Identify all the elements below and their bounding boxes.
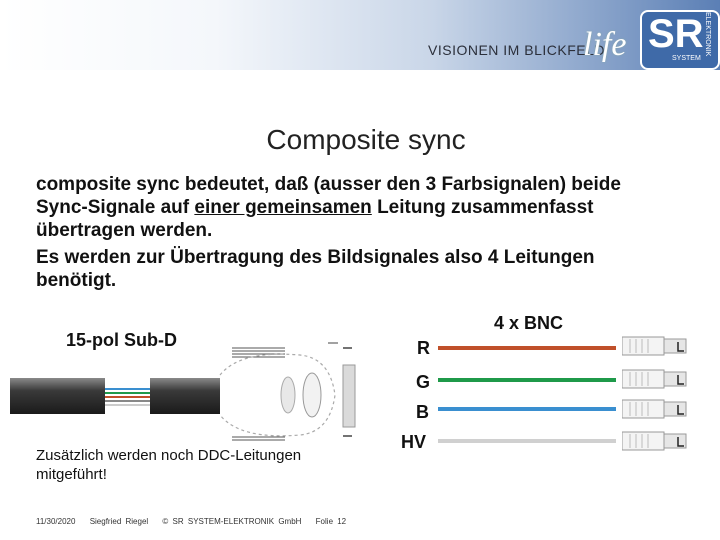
- slide-body: [36, 173, 676, 296]
- logo-system-text: SYSTEM: [672, 55, 701, 62]
- header-tagline: VISIONEN IM BLICKFELD: [428, 42, 605, 58]
- slide-title: Composite sync: [266, 124, 466, 155]
- signal-label-hv: HV: [401, 432, 427, 452]
- body-paragraph-2: Es werden zur Übertragung des Bildsignales also 4 Leitungen benötigt.: [36, 247, 595, 291]
- signal-line-g: [438, 378, 616, 382]
- connector-plate: [343, 365, 355, 427]
- connector-label: 15-pol Sub-D: [66, 330, 177, 350]
- signal-label-r: R: [417, 338, 430, 358]
- bnc-label: 4 x BNC: [494, 313, 564, 333]
- signal-label-b: B: [416, 402, 429, 422]
- body-paragraph-1-start: composite sync bedeutet, daß (ausser den 3 Farbsignalen) beide Sync-Signale auf: [36, 174, 621, 218]
- connector-shell: [303, 373, 321, 417]
- signal-label-g: G: [416, 372, 431, 392]
- footer-copyright: © SR SYSTEM-ELEKTRONIK GmbH: [162, 517, 302, 526]
- pin-rows-top: [232, 348, 285, 357]
- bnc-connector-b: [622, 398, 692, 420]
- slide-footer: [36, 517, 356, 526]
- signal-line-r: [438, 346, 616, 350]
- pin-rows-bottom: [232, 437, 285, 440]
- connector-outline: [220, 354, 335, 436]
- connector-ring: [281, 377, 295, 413]
- logo-letters: SR: [648, 12, 704, 56]
- signal-line-hv: [438, 439, 616, 443]
- footer-date: 11/30/2020: [36, 517, 76, 526]
- bnc-connector-hv: [622, 430, 692, 452]
- signal-line-b: [438, 407, 616, 411]
- cable-boot: [150, 378, 220, 414]
- bnc-connector-r: [622, 335, 692, 357]
- cable-jacket: [10, 378, 105, 414]
- header-life-wordmark: life: [583, 26, 627, 63]
- logo-elektronik-text: ELEKTRONIK: [704, 12, 711, 57]
- body-paragraph-1-end: Leitung zusammenfasst übertragen werden.: [36, 197, 594, 241]
- body-paragraph-1-underlined: einer gemeinsamen: [194, 197, 372, 218]
- ddc-note: Zusätzlich werden noch DDC-Leitungen mitgeführt!: [36, 447, 302, 483]
- body-paragraph-1: [36, 173, 676, 242]
- footer-author: Siegfried Riegel: [89, 517, 149, 526]
- footer-slide-number: Folie 12: [315, 517, 347, 526]
- bnc-connector-g: [622, 368, 692, 390]
